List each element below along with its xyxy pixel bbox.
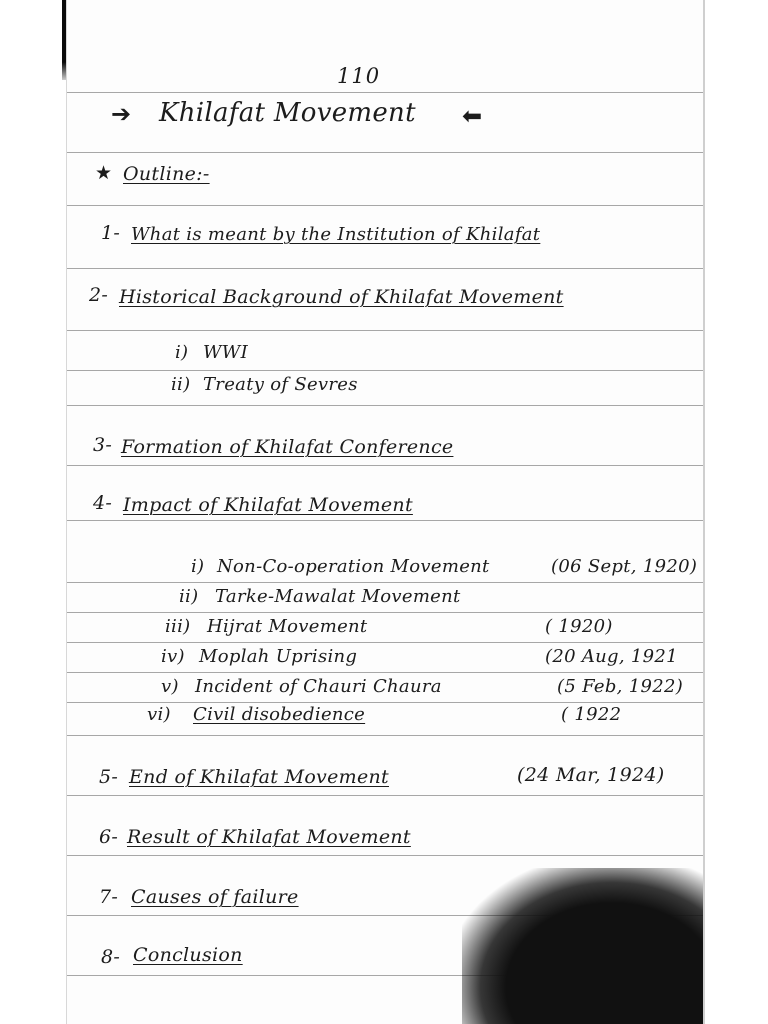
item-number: 7-: [99, 886, 119, 908]
outline-heading: Outline:-: [123, 163, 210, 185]
item-number: 2-: [89, 284, 109, 306]
ruled-line: [67, 405, 703, 406]
ruled-line: [67, 152, 703, 153]
outline-item: Impact of Khilafat Movement: [123, 494, 413, 516]
left-arrow-icon: ⬅: [462, 102, 483, 130]
subitem-number: vi): [147, 704, 171, 725]
ruled-line: [67, 735, 703, 736]
item-number: 6-: [99, 826, 119, 848]
outline-item: Causes of failure: [131, 886, 299, 908]
page-title: Khilafat Movement: [159, 98, 416, 128]
subitem: Hijrat Movement: [207, 616, 368, 637]
ruled-line: [67, 520, 703, 521]
subitem-number: ii): [179, 586, 199, 607]
right-arrow-icon: ➔: [111, 100, 132, 128]
subitem: Moplah Uprising: [199, 646, 358, 667]
subitem-date: ( 1920): [545, 616, 613, 637]
ruled-line: [67, 92, 703, 93]
outline-item: Historical Background of Khilafat Movement: [119, 286, 564, 308]
ruled-line: [67, 370, 703, 371]
subitem-date: ( 1922: [561, 704, 622, 725]
outline-item: Conclusion: [133, 944, 243, 966]
ruled-line: [67, 268, 703, 269]
page-number: 110: [337, 64, 381, 88]
subitem-date: (06 Sept, 1920): [551, 556, 698, 577]
ruled-line: [67, 582, 703, 583]
ruled-line: [67, 855, 703, 856]
item-number: 4-: [93, 492, 113, 514]
subitem: Incident of Chauri Chaura: [195, 676, 442, 697]
outline-item: End of Khilafat Movement: [129, 766, 389, 788]
subitem-number: ii): [171, 374, 191, 395]
ruled-line: [67, 205, 703, 206]
subitem: Treaty of Sevres: [203, 374, 358, 395]
subitem: WWI: [203, 342, 249, 363]
subitem-number: i): [191, 556, 205, 577]
outline-item: What is meant by the Institution of Khilafat: [131, 224, 541, 245]
ruled-line: [67, 642, 703, 643]
subitem: Tarke-Mawalat Movement: [215, 586, 461, 607]
subitem-number: i): [175, 342, 189, 363]
subitem-number: iv): [161, 646, 185, 667]
shadow-overlay: [462, 868, 705, 1024]
outline-item: Result of Khilafat Movement: [127, 826, 411, 848]
item-number: 1-: [101, 222, 121, 244]
subitem: Civil disobedience: [193, 704, 366, 725]
item-number: 3-: [93, 434, 113, 456]
subitem-number: v): [161, 676, 179, 697]
ruled-line: [67, 672, 703, 673]
subitem-number: iii): [165, 616, 191, 637]
ruled-line: [67, 702, 703, 703]
item-date: (24 Mar, 1924): [517, 764, 665, 786]
subitem: Non-Co-operation Movement: [217, 556, 490, 577]
star-icon: ★: [95, 162, 113, 184]
ruled-line: [67, 612, 703, 613]
subitem-date: (5 Feb, 1922): [557, 676, 684, 697]
notebook-page: [66, 0, 705, 1024]
item-number: 5-: [99, 766, 119, 788]
ruled-line: [67, 465, 703, 466]
outline-item: Formation of Khilafat Conference: [121, 436, 454, 458]
ruled-line: [67, 795, 703, 796]
subitem-date: (20 Aug, 1921: [545, 646, 678, 667]
item-number: 8-: [101, 946, 121, 968]
ruled-line: [67, 330, 703, 331]
